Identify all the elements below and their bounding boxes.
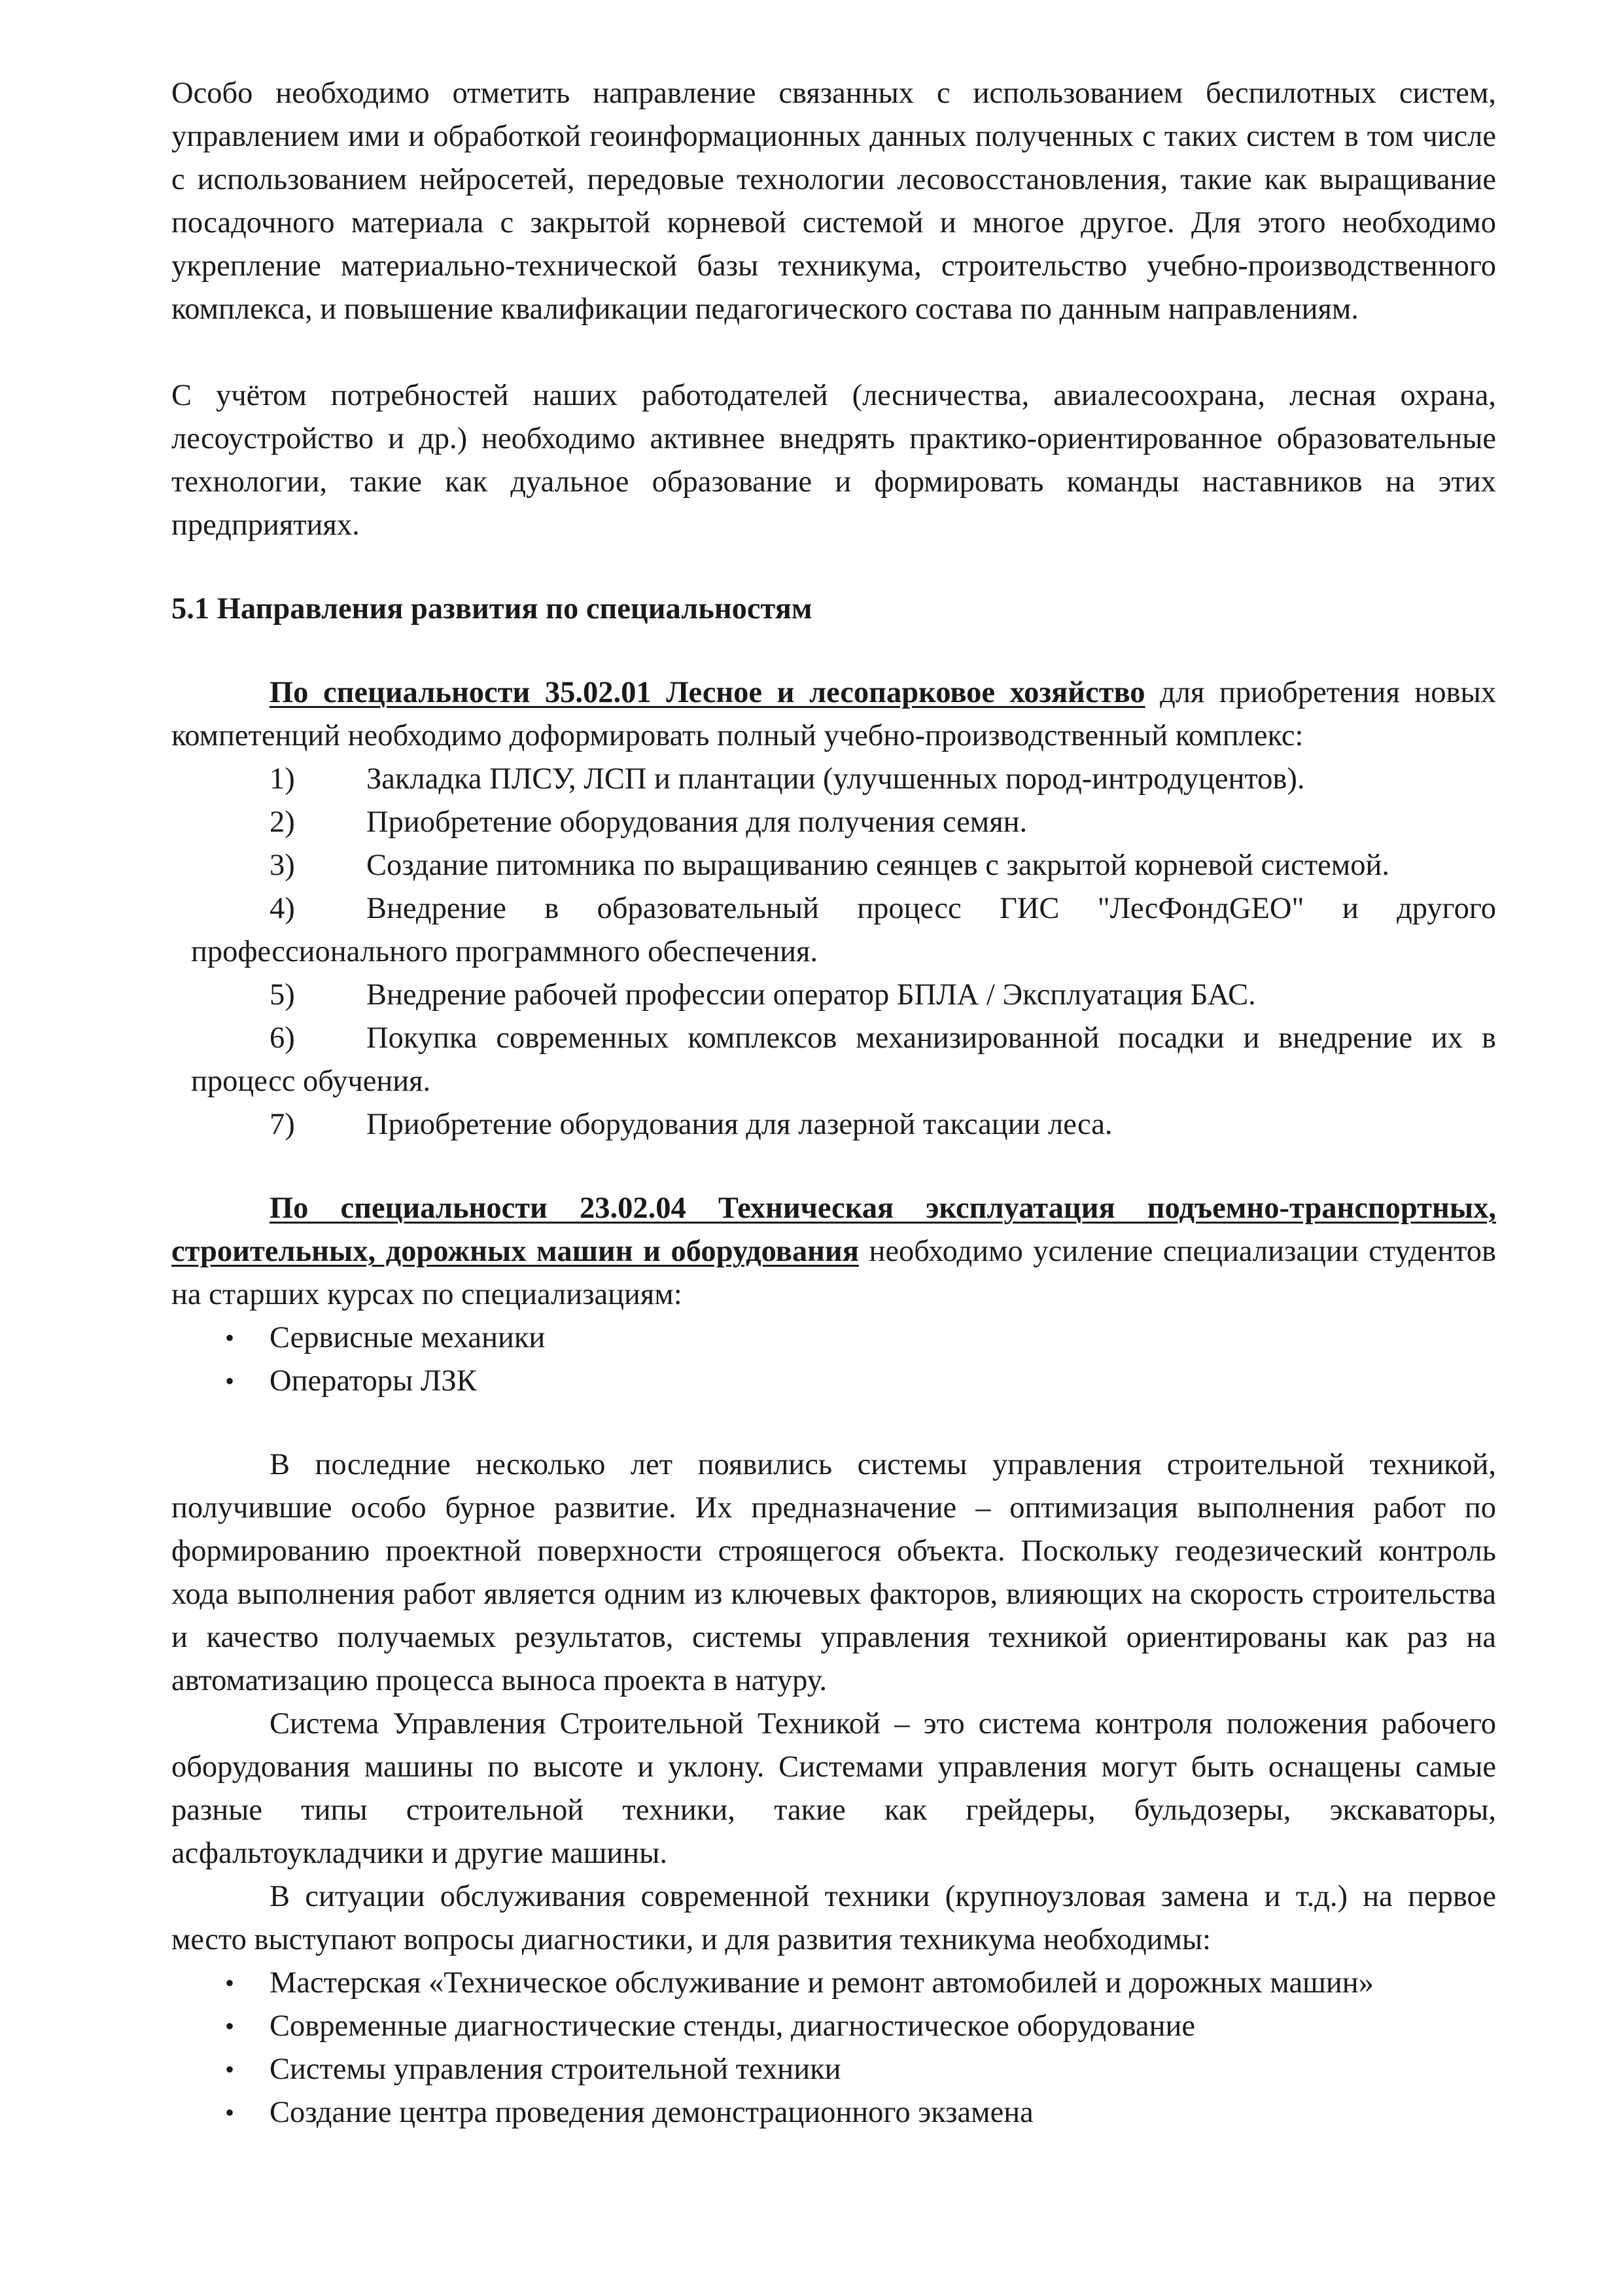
machinery-intro-text: необходимо усиление специализации студентов на старших курсах по специализациям: (171, 1235, 1496, 1311)
list-item (171, 1017, 1496, 1103)
item-text: Современные диагностические стенды, диагностическое оборудование (270, 2009, 1195, 2043)
machinery-paragraph-2: Система Управления Строительной Техникой – это система контроля положения рабочего оборудования машины по высоте и уклону. Системами управления могут быть оснащены самые разные типы строительной техники, такие как грейдеры, бульдозеры, экскаваторы, асфальтоукладчики и другие машины. (171, 1707, 1496, 1870)
list-item (171, 1962, 1496, 2005)
list-item (171, 801, 1496, 844)
item-number: 6) (270, 1021, 295, 1055)
item-number: 3) (270, 849, 295, 882)
bullet-icon: • (225, 1366, 235, 1396)
intro-paragraph-2: С учётом потребностей наших работодателей (лесничества, авиалесоохрана, лесная охрана, лесоустройство и др.) необходимо активнее внедрять практико-ориентированное образовательные технологии, такие как дуальное образование и формировать команды наставников на этих предприятиях. (171, 379, 1496, 542)
item-text: Внедрение рабочей профессии оператор БПЛА / Эксплуатация БАС. (366, 978, 1256, 1012)
item-text: Покупка современных комплексов механизированной посадки и внедрение их в процесс обучения. (191, 1021, 1496, 1098)
list-item (171, 758, 1496, 801)
item-number: 7) (270, 1108, 295, 1141)
list-item (171, 1360, 1496, 1403)
bullet-icon: • (225, 2055, 235, 2084)
item-text: Операторы ЛЗК (270, 1364, 477, 1398)
item-number: 4) (270, 892, 295, 925)
section-title: 5.1 Направления развития по специальностям (171, 592, 812, 626)
item-number: 5) (270, 978, 295, 1012)
machinery-paragraph-3: В ситуации обслуживания современной техники (крупноузловая замена и т.д.) на первое место выступают вопросы диагностики, и для развития техникума необходимы: (171, 1880, 1496, 1956)
item-text: Приобретение оборудования для получения семян. (366, 805, 1028, 839)
item-text: Внедрение в образовательный процесс ГИС "ЛесФондGEO" и другого профессионального программного обеспечения. (191, 892, 1496, 968)
forestry-intro (171, 671, 1496, 758)
item-number: 2) (270, 805, 295, 839)
intro-paragraph-1: Особо необходимо отметить направление связанных с использованием беспилотных систем, управлением ими и обработкой геоинформационных данных полученных с таких систем в том числе с использованием нейросетей, передовые технологии лесовосстановления, такие как выращивание посадочного материала с закрытой корневой системой и многое другое. Для этого необходимо укрепление материально-технической базы техникума, строительство учебно-производственного комплекса, и повышение квалификации педагогического состава по данным направлениям. (171, 77, 1496, 326)
document-page (171, 72, 1496, 2134)
item-text: Системы управления строительной техники (270, 2053, 841, 2086)
specializations-list (171, 1316, 1496, 1403)
item-text: Приобретение оборудования для лазерной таксации леса. (366, 1108, 1113, 1141)
list-item (171, 2091, 1496, 2134)
list-item (171, 2048, 1496, 2091)
machinery-paragraph-1: В последние несколько лет появились системы управления строительной техникой, получившие особо бурное развитие. Их предназначение – оптимизация выполнения работ по формированию проектной поверхности строящегося объекта. Поскольку геодезический контроль хода выполнения работ является одним из ключевых факторов, влияющих на скорость строительства и качество получаемых результатов, системы управления техникой ориентированы как раз на автоматизацию процесса выноса проекта в натуру. (171, 1448, 1496, 1697)
item-text: Сервисные механики (270, 1321, 546, 1354)
bullet-icon: • (225, 1968, 235, 1998)
forestry-list (171, 758, 1496, 1146)
list-item (171, 2005, 1496, 2048)
list-item (171, 974, 1496, 1017)
list-item (171, 887, 1496, 974)
item-text: Создание питомника по выращиванию сеянцев с закрытой корневой системой. (366, 849, 1389, 882)
forestry-intro-text: для приобретения новых компетенций необходимо доформировать полный учебно-производственный комплекс: (171, 676, 1496, 752)
bullet-icon: • (225, 2098, 235, 2127)
needs-list (171, 1962, 1496, 2134)
item-text: Закладка ПЛСУ, ЛСП и плантации (улучшенных пород-интродуцентов). (366, 762, 1305, 796)
machinery-spec-name: По специальности 23.02.04 Техническая эксплуатация подъемно-транспортных, строительных, дорожных машин и оборудования (171, 1192, 1496, 1268)
list-item (171, 844, 1496, 887)
machinery-intro (171, 1187, 1496, 1316)
bullet-icon: • (225, 1323, 235, 1352)
list-item (171, 1316, 1496, 1360)
item-text: Создание центра проведения демонстрационного экзамена (270, 2096, 1034, 2129)
item-text: Мастерская «Техническое обслуживание и ремонт автомобилей и дорожных машин» (270, 1966, 1374, 2000)
item-number: 1) (270, 762, 295, 796)
list-item (171, 1103, 1496, 1146)
bullet-icon: • (225, 2011, 235, 2041)
forestry-spec-name: По специальности 35.02.01 Лесное и лесопарковое хозяйство (270, 676, 1145, 709)
